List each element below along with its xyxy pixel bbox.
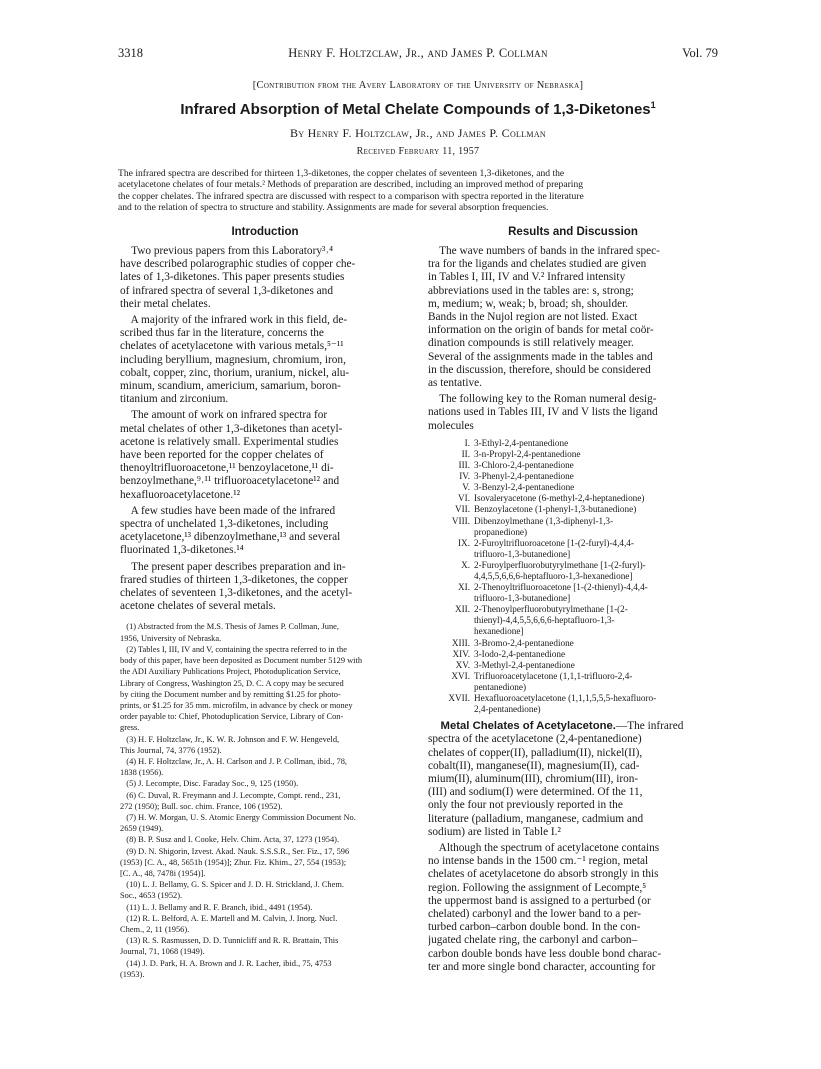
ligand-name-line: Dibenzoylmethane (1,3-diphenyl-1,3- bbox=[474, 515, 614, 526]
ligand-name-line: Isovaleryacetone (6-methyl-2,4-heptanedione) bbox=[474, 493, 645, 504]
ligand-name-line: 3-Benzyl-2,4-pentanedione bbox=[474, 482, 575, 493]
text-line: The wave numbers of bands in the infrared spec- bbox=[428, 245, 660, 257]
footnote-line: (8) B. P. Susz and I. Cooke, Helv. Chim. Acta, 37, 1273 (1954). bbox=[120, 835, 340, 845]
abstract-line: and to the relation of spectra to structure and stability. Assignments are made for several absorption frequencies. bbox=[118, 202, 549, 214]
ligand-numeral: XVI. bbox=[451, 670, 470, 681]
text-line: benzoylmethane,⁹˒¹¹ trifluoroacetylacetone¹² and bbox=[120, 475, 340, 488]
ligand-numeral: II. bbox=[461, 448, 470, 459]
ligand-name-line: Trifluoroacetylacetone (1,1,1-trifluoro-2,4- bbox=[474, 670, 633, 681]
ligand-name-line: 3-Methyl-2,4-pentanedione bbox=[474, 659, 575, 670]
footnote-line: 272 (1950); Bull. soc. chim. France, 106 (1952). bbox=[120, 801, 283, 811]
ligand-name bbox=[474, 516, 718, 538]
text-line: as tentative. bbox=[428, 377, 482, 390]
paragraph bbox=[428, 393, 718, 433]
text-line: information on the origin of bands for metal coör- bbox=[428, 324, 654, 337]
acetylacetone-section bbox=[428, 720, 718, 974]
ligand-key-item bbox=[428, 449, 718, 460]
text-line: literature (palladium, manganese, cadmium and bbox=[428, 812, 644, 825]
volume-label: Vol. 79 bbox=[682, 46, 718, 60]
text-line: mium(II), aluminum(III), chromium(III), iron- bbox=[428, 773, 639, 785]
text-line: in Tables I, III, IV and V.² Infrared intensity bbox=[428, 271, 626, 284]
text-line: the uppermost band is assigned to a perturbed (or bbox=[428, 894, 651, 907]
paragraph bbox=[120, 561, 410, 614]
text-line: chelated) carbonyl and the lower band to a per- bbox=[428, 908, 642, 921]
text-line: thenoyltrifluoroacetone,¹¹ benzoylacetone,¹¹ di- bbox=[120, 462, 334, 475]
text-line: cobalt(II), manganese(II), magnesium(II), cad- bbox=[428, 759, 640, 772]
text-line: their metal chelates. bbox=[120, 297, 211, 310]
text-line: acetone chelates of several metals. bbox=[120, 600, 276, 613]
ligand-name bbox=[474, 449, 718, 460]
ligand-name bbox=[474, 460, 718, 471]
text-line: lates of 1,3-diketones. This paper presents studies bbox=[120, 271, 345, 284]
text-line: turbed carbon–carbon double bond. In the con- bbox=[428, 921, 641, 934]
results-heading: Results and Discussion bbox=[508, 226, 638, 238]
footnote-line: [C. A., 48, 7478i (1954)]. bbox=[120, 868, 206, 878]
ligand-numeral: XII. bbox=[454, 604, 470, 615]
ligand-name bbox=[474, 482, 718, 493]
footnote-line: (14) J. D. Park, H. A. Brown and J. R. Lacher, ibid., 75, 4753 bbox=[120, 958, 332, 968]
text-line: have been reported for the copper chelates of bbox=[120, 449, 324, 462]
ligand-numeral: V. bbox=[462, 482, 470, 493]
footnote-line: (4) H. F. Holtzclaw, Jr., A. H. Carlson and J. P. Collman, ibid., 78, bbox=[120, 756, 347, 766]
footnote-line: the ADI Auxiliary Publications Project, Photoduplication Service, bbox=[120, 667, 341, 677]
ligand-key-item bbox=[428, 671, 718, 693]
ligand-numeral: I. bbox=[464, 437, 470, 448]
ligand-key-item bbox=[428, 516, 718, 538]
right-column bbox=[428, 226, 718, 974]
ligand-name-line: trifluoro-1,3-butanedione] bbox=[474, 593, 571, 604]
ligand-name bbox=[474, 693, 718, 715]
ligand-key-item bbox=[428, 471, 718, 482]
footnote-line: (13) R. S. Rasmussen, D. D. Tunnicliff and R. R. Brattain, This bbox=[120, 936, 339, 946]
footnote-line: (1) Abstracted from the M.S. Thesis of James P. Collman, June, bbox=[120, 622, 339, 632]
text-line: The following key to the Roman numeral desig- bbox=[428, 393, 657, 406]
ligand-name bbox=[474, 660, 718, 671]
text-line: The amount of work on infrared spectra for bbox=[120, 409, 328, 422]
ligand-name bbox=[474, 538, 718, 560]
paragraph bbox=[428, 842, 718, 974]
ligand-key-item bbox=[428, 582, 718, 604]
ligand-name bbox=[474, 582, 718, 604]
ligand-key-list bbox=[428, 438, 718, 715]
ligand-key-item bbox=[428, 438, 718, 449]
article-title bbox=[118, 100, 718, 118]
text-line: dination compounds is still relatively meager. bbox=[428, 337, 634, 350]
ligand-name-line: 3-Bromo-2,4-pentanedione bbox=[474, 637, 574, 648]
ligand-key-item bbox=[428, 482, 718, 493]
footnote-line: by citing the Document number and by remitting $1.25 for photo- bbox=[120, 689, 341, 699]
text-line: m, medium; w, weak; b, broad; sh, shoulder. bbox=[428, 297, 629, 310]
ligand-key-item bbox=[428, 460, 718, 471]
text-line: scribed thus far in the literature, concerns the bbox=[120, 327, 324, 340]
paragraph bbox=[428, 245, 718, 390]
footnote-line: (10) L. J. Bellamy, G. S. Spicer and J. D. H. Strickland, J. Chem. bbox=[120, 880, 344, 890]
results-body bbox=[428, 245, 718, 433]
footnote-line: (7) H. W. Morgan, U. S. Atomic Energy Commission Document No. bbox=[120, 812, 356, 822]
footnote-line: (1953) [C. A., 48, 5651h (1954)]; Zhur. Fiz. Khim., 27, 554 (1953); bbox=[120, 857, 347, 867]
text-line: A majority of the infrared work in this field, de- bbox=[120, 314, 348, 327]
introduction-heading: Introduction bbox=[231, 226, 299, 238]
footnote-line: Soc., 4653 (1952). bbox=[120, 891, 183, 901]
footnote-line: Journal, 71, 1068 (1949). bbox=[120, 947, 205, 957]
ligand-name-line: 3-Iodo-2,4-pentanedione bbox=[474, 648, 566, 659]
text-line: chelates of acetylacetone with various metals,⁵⁻¹¹ bbox=[120, 340, 344, 353]
text-line: titanium and zirconium. bbox=[120, 393, 229, 406]
footnote-line: (5) J. Lecompte, Disc. Faraday Soc., 9, 125 (1950). bbox=[120, 779, 299, 789]
footnote-line: (12) R. L. Belford, A. E. Martell and M. Calvin, J. Inorg. Nucl. bbox=[120, 913, 338, 923]
ligand-numeral: III. bbox=[458, 460, 470, 471]
ligand-numeral: VII. bbox=[454, 504, 470, 515]
text-line: have described polarographic studies of copper che- bbox=[120, 258, 356, 271]
ligand-name bbox=[474, 638, 718, 649]
text-line: chelates of acetylacetone do absorb strongly in this bbox=[428, 868, 659, 881]
footnote-line: (2) Tables I, III, IV and V, containing the spectra referred to in the bbox=[120, 644, 347, 654]
ligand-numeral: XV. bbox=[455, 659, 470, 670]
abstract-line: acetylacetone chelates of four metals.² Methods of preparation are described, including an improved method of preparing bbox=[118, 179, 584, 191]
ligand-name-line: trifluoro-1,3-butanedione] bbox=[474, 548, 571, 559]
text-line: only the four not previously reported in the bbox=[428, 799, 623, 812]
text-line bbox=[428, 720, 718, 733]
abstract-line: The infrared spectra are described for thirteen 1,3-diketones, the copper chelates of seventeen 1,3-diketones, and the bbox=[118, 168, 565, 179]
text-line: A few studies have been made of the infrared bbox=[120, 504, 336, 517]
text-line: no intense bands in the 1500 cm.⁻¹ region, metal bbox=[428, 855, 649, 868]
text-line: nations used in Tables III, IV and V lists the ligand bbox=[428, 406, 658, 419]
text-line: fluorinated 1,3-diketones.¹⁴ bbox=[120, 544, 244, 557]
ligand-key-item bbox=[428, 560, 718, 582]
running-head-authors: Henry F. Holtzclaw, Jr., and James P. Collman bbox=[288, 46, 548, 60]
footnote-line: Chem., 2, 11 (1956). bbox=[120, 924, 190, 934]
ligand-name-line: 2,4-pentanedione) bbox=[474, 704, 541, 715]
text-line: chelates of copper(II), palladium(II), nickel(II), bbox=[428, 746, 643, 759]
text-line: of infrared spectra of several 1,3-diketones and bbox=[120, 284, 333, 297]
ligand-name-line: 3-n-Propyl-2,4-pentanedione bbox=[474, 448, 581, 459]
ligand-key-item bbox=[428, 493, 718, 504]
text-line: frared studies of thirteen 1,3-diketones, the copper bbox=[120, 573, 348, 586]
text-line: spectra of unchelated 1,3-diketones, including bbox=[120, 518, 329, 531]
ligand-name bbox=[474, 471, 718, 482]
footnote-line: (1953). bbox=[120, 969, 145, 979]
text-line: The present paper describes preparation and in- bbox=[120, 560, 346, 573]
paragraph bbox=[120, 505, 410, 558]
footnote-line: 2659 (1949). bbox=[120, 824, 164, 834]
ligand-name-line: thienyl)-4,4,5,5,6,6,6-heptafluoro-1,3- bbox=[474, 615, 615, 626]
ligand-key-item bbox=[428, 504, 718, 515]
ligand-numeral: XIII. bbox=[451, 637, 470, 648]
ligand-name-line: pentanedione) bbox=[474, 681, 527, 692]
footnote-line: 1838 (1956). bbox=[120, 768, 164, 778]
ligand-name bbox=[474, 493, 718, 504]
abstract-line: the copper chelates. The infrared spectra are discussed with respect to a comparison with spectra reported in the literature bbox=[118, 190, 584, 202]
paragraph bbox=[428, 720, 718, 839]
ligand-name bbox=[474, 438, 718, 449]
page-number: 3318 bbox=[118, 46, 143, 60]
ligand-name-line: Benzoylacetone (1-phenyl-1,3-butanedione) bbox=[474, 504, 637, 515]
left-column bbox=[120, 226, 410, 980]
ligand-name-line: propanedione) bbox=[474, 526, 528, 537]
introduction-body bbox=[120, 245, 410, 613]
text-line: Several of the assignments made in the tables and bbox=[428, 350, 653, 363]
paragraph bbox=[120, 409, 410, 501]
text-line: spectra of the acetylacetone (2,4-pentanedione) bbox=[428, 733, 642, 746]
footnote-line: Library of Congress, Washington 25, D. C. A copy may be secured bbox=[120, 678, 344, 688]
ligand-name-line: 3-Ethyl-2,4-pentanedione bbox=[474, 437, 569, 448]
ligand-numeral: XI. bbox=[458, 582, 470, 593]
footnote-line: prints, or $1.25 for 35 mm. microfilm, in advance by check or money bbox=[120, 700, 353, 710]
ligand-name-line: 2-Furoylperfluorobutyrylmethane [1-(2-furyl)- bbox=[474, 559, 646, 570]
footnote-line: body of this paper, have been deposited as Document number 5129 with bbox=[120, 656, 363, 666]
text-line: abbreviations used in the tables are: s, strong; bbox=[428, 284, 634, 297]
ligand-numeral: XIV. bbox=[452, 648, 470, 659]
text-line: chelates of seventeen 1,3-diketones, and the acetyl- bbox=[120, 587, 353, 600]
footnote-line: 1956, University of Nebraska. bbox=[120, 633, 222, 643]
text-line: acetylacetone,¹³ dibenzoylmethane,¹³ and several bbox=[120, 531, 341, 544]
paragraph bbox=[120, 245, 410, 311]
ligand-name-line: 2-Thenoyltrifluoroacetone [1-(2-thienyl)-4,4,4- bbox=[474, 582, 648, 593]
text-line: carbon double bonds have less double bond charac- bbox=[428, 947, 662, 960]
ligand-key-item bbox=[428, 660, 718, 671]
ligand-name bbox=[474, 671, 718, 693]
footnote-line: order payable to: Chief, Photoduplication Service, Library of Con- bbox=[120, 712, 344, 722]
text-line: tra for the ligands and chelates studied are given bbox=[428, 258, 647, 271]
ligand-numeral: VI. bbox=[458, 493, 470, 504]
ligand-name-line: 3-Phenyl-2,4-pentanedione bbox=[474, 471, 574, 482]
ligand-numeral: VIII. bbox=[451, 515, 470, 526]
text-line: cobalt, copper, zinc, thorium, uranium, nickel, alu- bbox=[120, 366, 350, 379]
text-line: Although the spectrum of acetylacetone contains bbox=[428, 842, 660, 855]
text-line: minum, scandium, americium, samarium, boron- bbox=[120, 380, 341, 393]
footnote-line: (6) C. Duval, R. Freymann and J. Lecompte, Compt. rend., 231, bbox=[120, 790, 341, 800]
byline: By Henry F. Holtzclaw, Jr., and James P. Collman bbox=[290, 126, 546, 140]
ligand-key-item bbox=[428, 638, 718, 649]
ligand-name-line: 3-Chloro-2,4-pentanedione bbox=[474, 460, 574, 471]
text-line: Bands in the Nujol region are not listed. Exact bbox=[428, 311, 638, 324]
ligand-key-item bbox=[428, 693, 718, 715]
ligand-numeral: IX. bbox=[458, 537, 470, 548]
text-line: ter and more single bond character, accounting for bbox=[428, 960, 656, 973]
text-line: acetone is relatively small. Experimental studies bbox=[120, 435, 339, 448]
text-line: including beryllium, magnesium, chromium, iron, bbox=[120, 353, 346, 366]
text-line: in the discussion, therefore, should be considered bbox=[428, 363, 651, 376]
text-line: region. Following the assignment of Lecompte,⁵ bbox=[428, 881, 647, 894]
text-line: jugated chelate ring, the carbonyl and carbon– bbox=[428, 934, 638, 947]
text-line: hexafluoroacetylacetone.¹² bbox=[120, 488, 240, 501]
subsection-lead: —The infrared bbox=[615, 720, 684, 733]
text-line: (III) and sodium(I) were determined. Of the 11, bbox=[428, 786, 643, 799]
article-title-text: Infrared Absorption of Metal Chelate Compounds of 1,3-Diketones bbox=[180, 101, 651, 118]
ligand-name bbox=[474, 504, 718, 515]
ligand-key-item bbox=[428, 604, 718, 637]
ligand-name bbox=[474, 604, 718, 637]
subsection-title: Metal Chelates of Acetylacetone. bbox=[428, 720, 616, 733]
footnote-line: This Journal, 74, 3776 (1952). bbox=[120, 745, 222, 755]
text-line: molecules bbox=[428, 419, 474, 432]
footnotes bbox=[120, 621, 410, 980]
title-footnote-mark: 1 bbox=[650, 100, 656, 110]
text-line: Two previous papers from this Laboratory³˒⁴ bbox=[120, 245, 334, 257]
ligand-name-line: hexanedione] bbox=[474, 626, 524, 637]
footnote-line: (9) D. N. Shigorin, Izvest. Akad. Nauk. S.S.S.R., Ser. Fiz., 17, 596 bbox=[120, 846, 350, 856]
received-date: Received February 11, 1957 bbox=[356, 146, 480, 157]
paragraph bbox=[120, 314, 410, 406]
footnote-line: (3) H. F. Holtzclaw, Jr., K. W. R. Johnson and F. W. Hengeveld, bbox=[120, 734, 340, 744]
ligand-name-line: 2-Furoyltrifluoroacetone [1-(2-furyl)-4,4,4- bbox=[474, 537, 634, 548]
abstract bbox=[118, 168, 718, 214]
ligand-name-line: Hexafluoroacetylacetone (1,1,1,5,5,5-hexafluoro- bbox=[474, 693, 657, 703]
footnote-line: gress. bbox=[120, 723, 140, 733]
contribution-line: [Contribution from the Avery Laboratory of the University of Nebraska] bbox=[252, 80, 584, 91]
ligand-numeral: X. bbox=[461, 559, 470, 570]
text-line: sodium) are listed in Table I.² bbox=[428, 825, 561, 838]
ligand-numeral: XVII. bbox=[448, 693, 470, 703]
ligand-key-item bbox=[428, 649, 718, 660]
ligand-key-item bbox=[428, 538, 718, 560]
text-line: metal chelates of other 1,3-diketones than acetyl- bbox=[120, 422, 343, 435]
ligand-name bbox=[474, 649, 718, 660]
ligand-name bbox=[474, 560, 718, 582]
footnote-line: (11) L. J. Bellamy and R. F. Branch, ibid., 4491 (1954). bbox=[120, 902, 313, 912]
ligand-name-line: 2-Thenoylperfluorobutyrylmethane [1-(2- bbox=[474, 604, 628, 615]
ligand-name-line: 4,4,5,5,6,6,6-heptafluoro-1,3-hexanedione] bbox=[474, 570, 633, 581]
ligand-numeral: IV. bbox=[459, 471, 470, 482]
